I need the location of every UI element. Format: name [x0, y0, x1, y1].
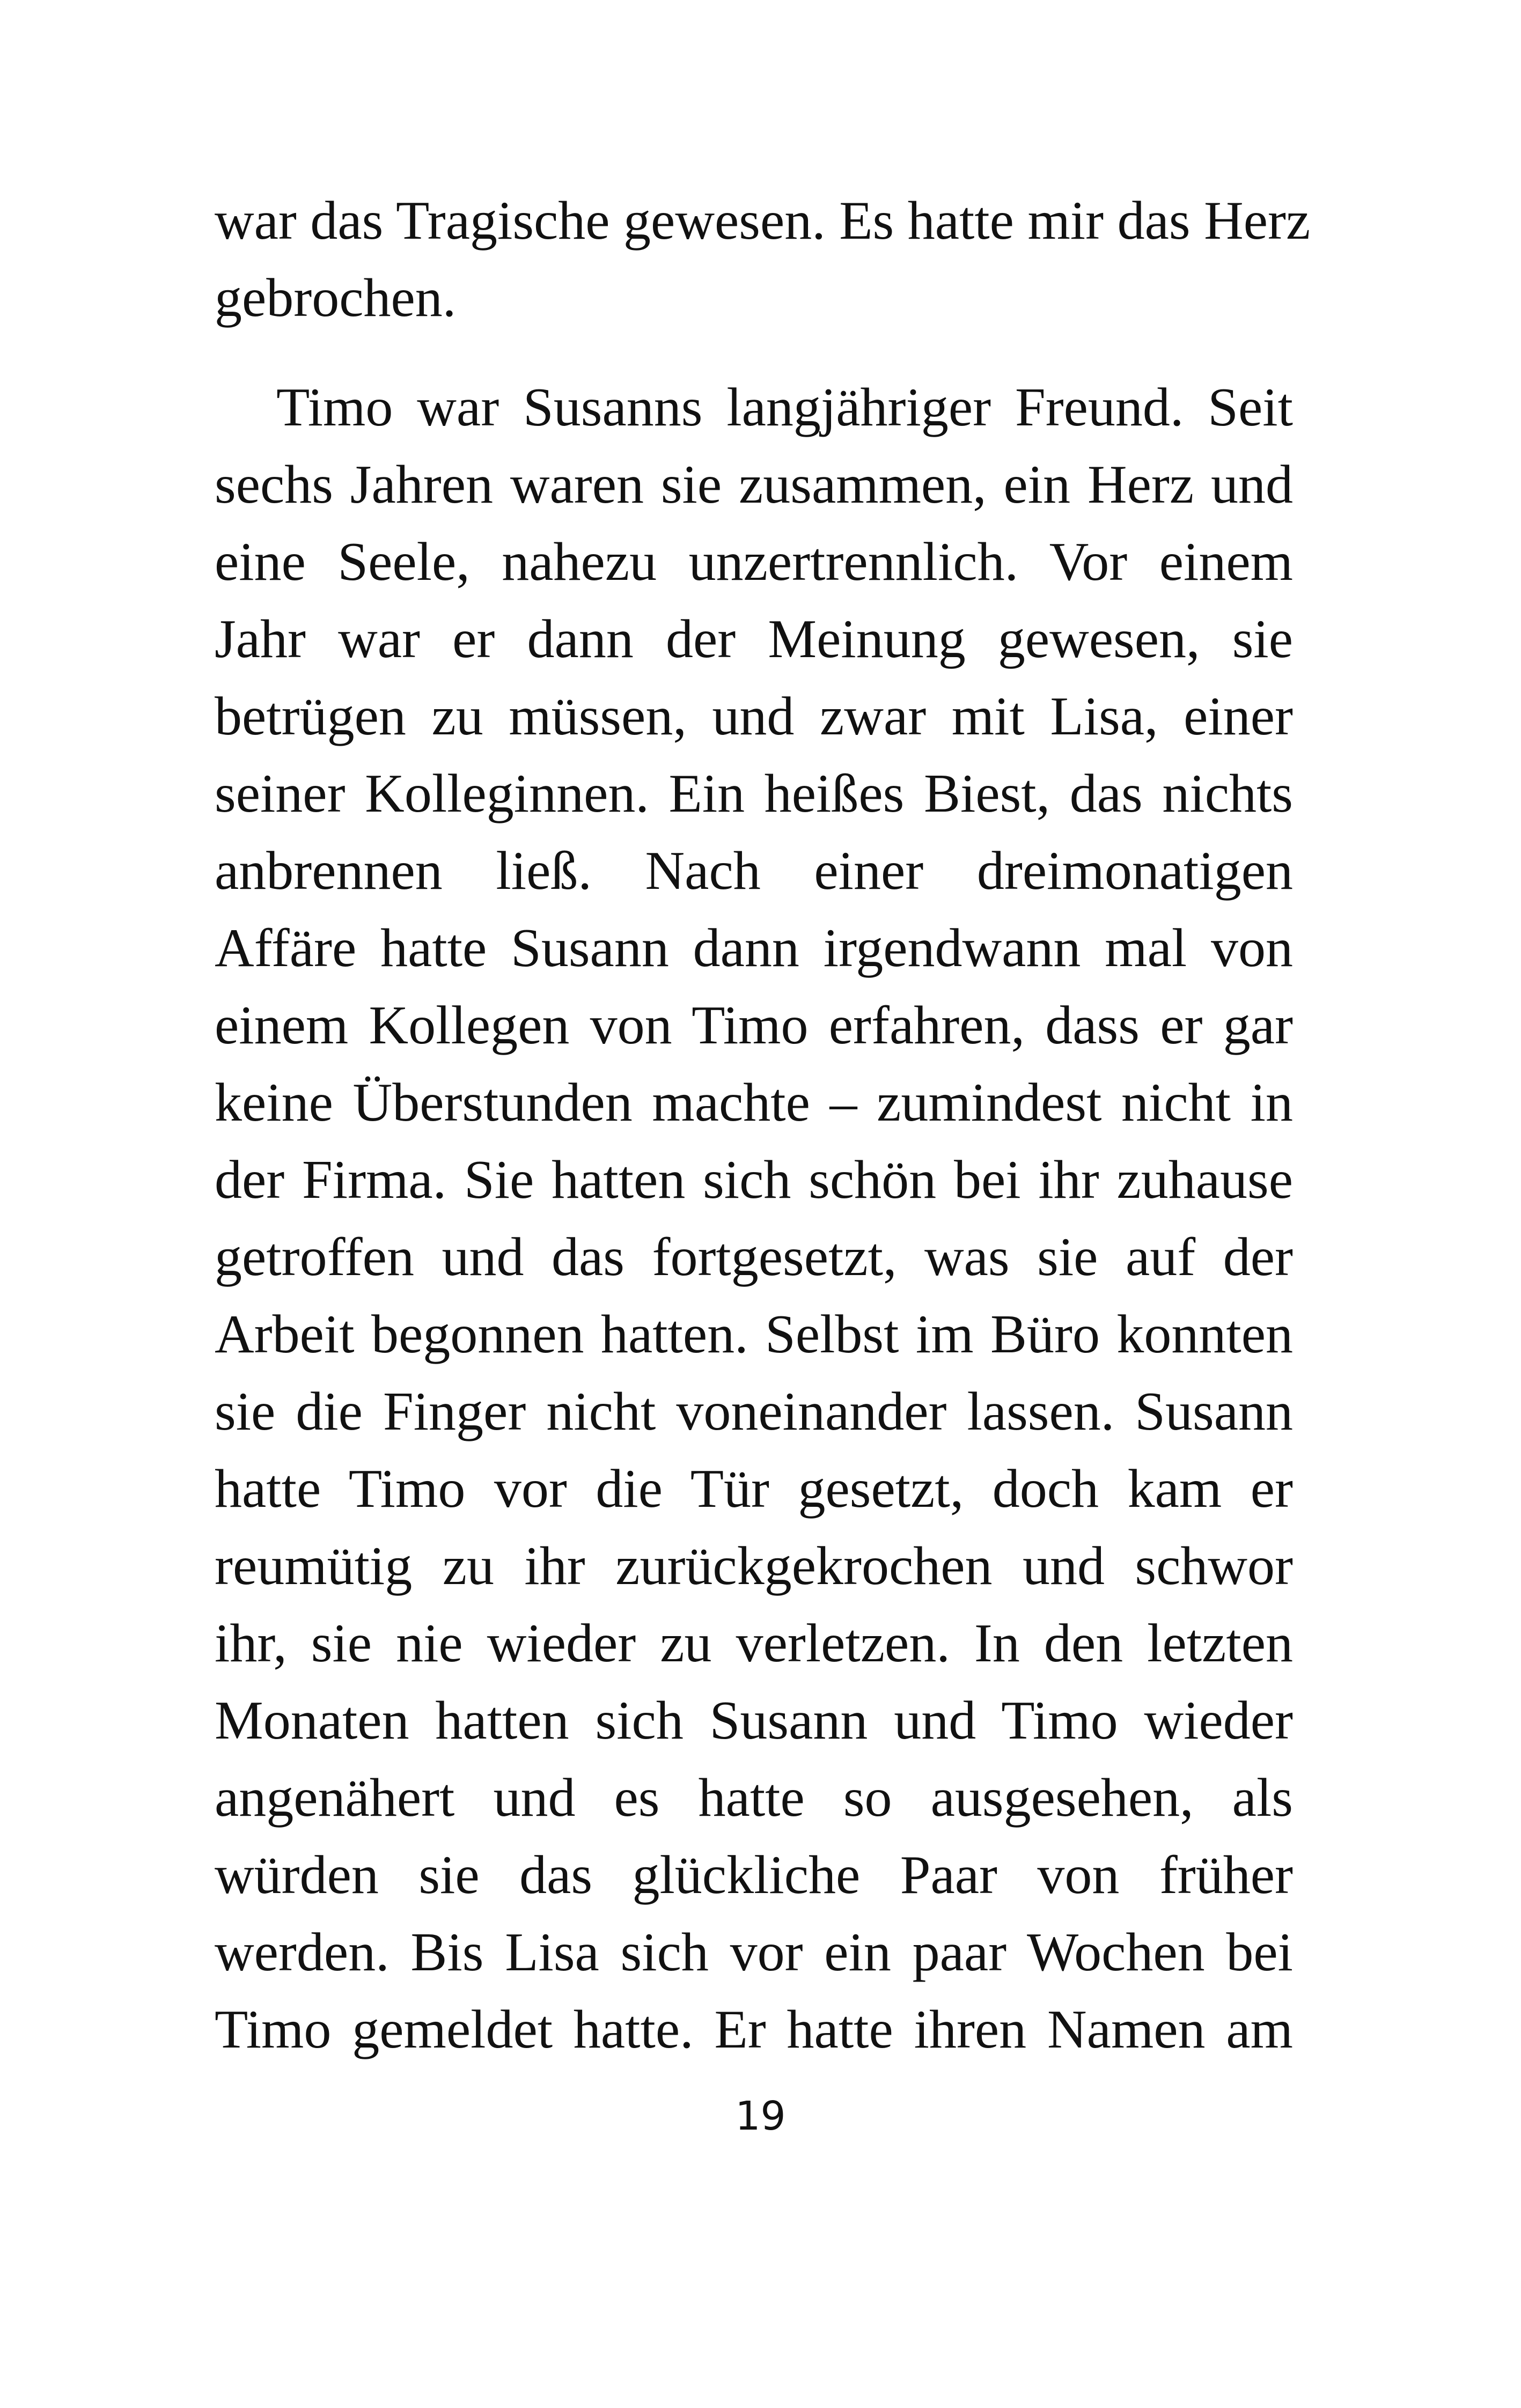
text-line: seiner Kolleginnen. Ein heißes Biest, das nichts	[215, 763, 1293, 824]
text-line: Affäre hatte Susann dann irgendwann mal von	[215, 918, 1293, 978]
text-line: angenähert und es hatte so ausgesehen, als	[215, 1768, 1293, 1828]
text-line: keine Überstunden machte – zumindest nicht in	[215, 1072, 1293, 1133]
text-line: Timo gemeldet hatte. Er hatte ihren Namen am	[215, 1999, 1293, 2060]
text-line: würden sie das glückliche Paar von früher	[215, 1845, 1293, 1905]
text-line: sie die Finger nicht voneinander lassen. Susann	[215, 1381, 1293, 1442]
paragraph-1	[215, 182, 1311, 337]
text-line: der Firma. Sie hatten sich schön bei ihr zuhause	[215, 1150, 1293, 1210]
text-line: Monaten hatten sich Susann und Timo wieder	[215, 1690, 1293, 1751]
text-line: einem Kollegen von Timo erfahren, dass er gar	[215, 995, 1293, 1056]
page-number: 19	[735, 2093, 786, 2139]
text-line: anbrennen ließ. Nach einer dreimonatigen	[215, 841, 1293, 901]
text-line: Timo war Susanns langjähriger Freund. Seit	[276, 377, 1293, 438]
text-line: betrügen zu müssen, und zwar mit Lisa, einer	[215, 686, 1293, 747]
text-line: sechs Jahren waren sie zusammen, ein Herz und	[215, 454, 1293, 515]
text-line: reumütig zu ihr zurückgekrochen und schwor	[215, 1536, 1293, 1596]
text-line: werden. Bis Lisa sich vor ein paar Wochen bei	[215, 1922, 1293, 1983]
text-line: getroffen und das fortgesetzt, was sie auf der	[215, 1227, 1293, 1287]
paragraph-spacer	[215, 337, 1293, 369]
text-line: hatte Timo vor die Tür gesetzt, doch kam er	[215, 1459, 1293, 1519]
body-text	[215, 182, 1311, 2068]
text-line: eine Seele, nahezu unzertrennlich. Vor einem	[215, 532, 1293, 592]
text-line: Arbeit begonnen hatten. Selbst im Büro konnten	[215, 1304, 1293, 1365]
text-line: Jahr war er dann der Meinung gewesen, sie	[215, 609, 1293, 669]
text-line: war das Tragische gewesen. Es hatte mir das Herz	[215, 190, 1311, 251]
text-line: ihr, sie nie wieder zu verletzen. In den letzten	[215, 1613, 1293, 1674]
text-line: gebrochen.	[215, 268, 457, 328]
paragraph-2	[215, 369, 1293, 2068]
